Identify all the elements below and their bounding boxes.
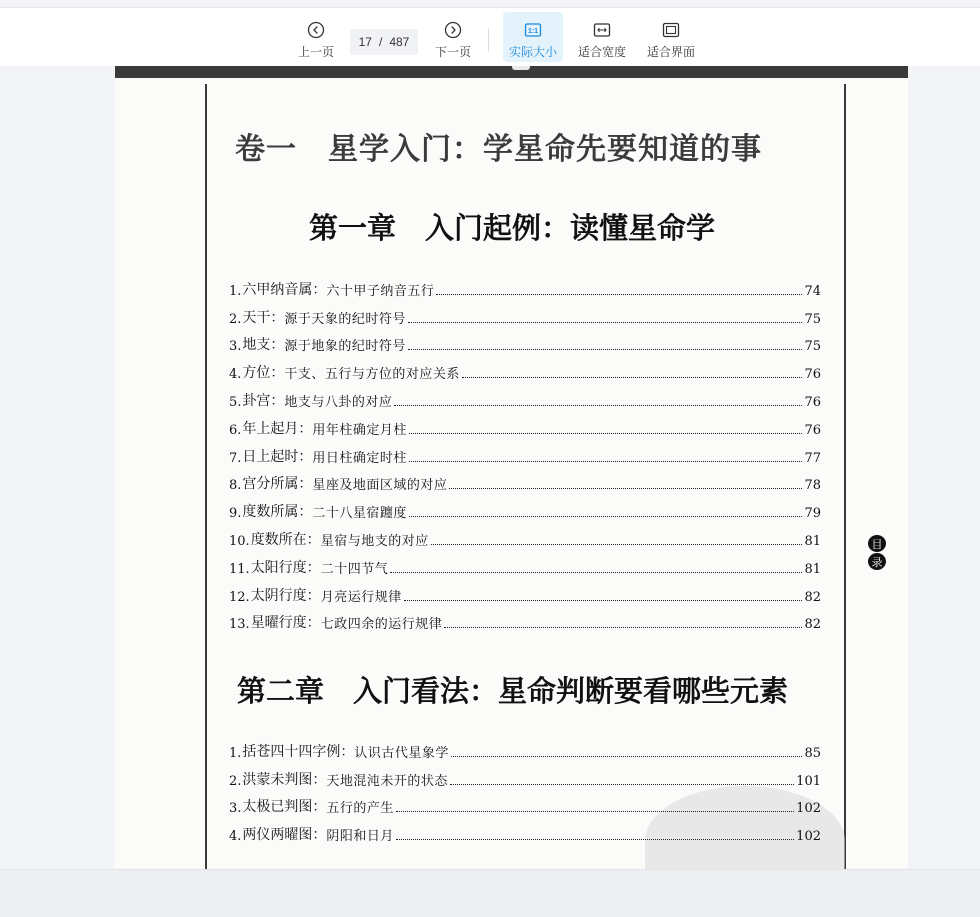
page-indicator[interactable] — [350, 29, 418, 55]
toc-entry[interactable] — [229, 382, 821, 410]
toc-entry-page: 101 — [796, 773, 821, 789]
toc-leader-dots — [396, 839, 794, 840]
toc-entry-subtitle: 阴阳和日月 — [326, 829, 394, 845]
window-top-strip — [0, 0, 980, 8]
volume-title: 卷一 星学入门：学星命先要知道的事 — [235, 132, 762, 167]
chevron-right-circle-icon — [444, 21, 462, 39]
toc-entry-subtitle: 认识古代星象学 — [354, 745, 449, 761]
toc-entry-number: 4. — [229, 829, 242, 845]
toc-entry-page: 74 — [804, 283, 821, 299]
toc-entry-heading: 太阳行度： — [250, 559, 321, 576]
actual-size-button[interactable] — [503, 12, 563, 62]
fit-width-button[interactable] — [574, 12, 630, 62]
toc-entry-subtitle: 源于地象的纪时符号 — [284, 339, 406, 355]
toc-entry[interactable] — [229, 605, 821, 633]
toc-entry-subtitle: 用日柱确定时柱 — [312, 450, 407, 466]
toc-entry[interactable] — [229, 549, 821, 577]
toc-entry-page: 82 — [804, 617, 821, 633]
toc-entry[interactable] — [229, 816, 821, 844]
toc-leader-dots — [390, 572, 802, 573]
current-page-number[interactable]: 17 — [358, 35, 372, 49]
toc-entry-page: 79 — [804, 506, 821, 522]
toc-entry-number: 9. — [229, 506, 242, 522]
toc-leader-dots — [462, 377, 803, 378]
toc-entry-number: 5. — [229, 394, 242, 410]
actual-size-label: 实际大小 — [508, 45, 557, 59]
toc-entry-heading: 地支： — [242, 337, 285, 354]
chapter2-title: 第二章 入门看法：星命判断要看哪些元素 — [237, 674, 789, 708]
toc-entry[interactable] — [229, 733, 821, 761]
toolbar-divider — [488, 28, 489, 52]
toc-entry[interactable] — [229, 271, 821, 299]
actual-size-icon — [524, 21, 542, 39]
page-separator: / — [378, 35, 383, 49]
prev-page-button[interactable] — [294, 12, 338, 62]
toc-entry-page: 75 — [804, 339, 821, 355]
toc-entry-heading: 太极已判图： — [242, 799, 327, 816]
toc-entry[interactable] — [229, 299, 821, 327]
toc-leader-dots — [431, 544, 803, 545]
toc-entry[interactable] — [229, 493, 821, 521]
toc-entry-heading: 宫分所属： — [242, 476, 313, 493]
fit-page-label: 适合界面 — [646, 45, 695, 59]
side-tab-char-1: 目 — [868, 535, 886, 552]
toc-entry-heading: 度数所属： — [242, 504, 313, 521]
toc-entry-page: 75 — [804, 311, 821, 327]
fit-width-label: 适合宽度 — [577, 45, 626, 59]
toc-entry[interactable] — [229, 410, 821, 438]
side-tab-char-2: 录 — [868, 553, 886, 570]
toc-entry-page: 82 — [804, 589, 821, 605]
toc-leader-dots — [451, 756, 803, 757]
page-left-rule — [205, 84, 207, 869]
chapter2-toc — [229, 733, 821, 844]
toc-leader-dots — [394, 405, 802, 406]
toc-entry-number: 11. — [229, 561, 250, 577]
toc-entry[interactable] — [229, 761, 821, 789]
toc-entry-number: 3. — [229, 801, 242, 817]
toc-entry-page: 102 — [796, 829, 821, 845]
toc-entry[interactable] — [229, 577, 821, 605]
page-right-rule — [844, 84, 846, 869]
toc-entry-number: 10. — [229, 533, 250, 549]
toc-entry-heading: 度数所在： — [250, 531, 321, 548]
toc-entry-heading: 洪蒙未判图： — [242, 771, 327, 788]
toc-entry-subtitle: 六十甲子纳音五行 — [326, 283, 435, 299]
toc-leader-dots — [450, 784, 794, 785]
toc-entry-heading: 星曜行度： — [250, 615, 321, 632]
chapter1-toc — [229, 271, 821, 632]
toc-entry[interactable] — [229, 466, 821, 494]
toc-entry-page: 76 — [804, 422, 821, 438]
toc-entry-heading: 方位： — [242, 365, 285, 382]
fit-width-icon — [593, 21, 611, 39]
chapter1-title: 第一章 入门起例：读懂星命学 — [309, 211, 716, 245]
toc-entry-number: 2. — [229, 311, 242, 327]
actual-size-icon-text: 1:1 — [527, 28, 539, 35]
toc-entry-heading: 两仪两曜图： — [242, 827, 327, 844]
document-viewport[interactable] — [0, 66, 980, 869]
next-page-label: 下一页 — [434, 45, 471, 59]
toc-entry-number: 1. — [229, 283, 242, 299]
toc-entry-subtitle: 天地混沌未开的状态 — [326, 773, 448, 789]
toc-entry-subtitle: 星宿与地支的对应 — [320, 533, 429, 549]
toc-entry-subtitle: 用年柱确定月柱 — [312, 422, 407, 438]
toc-entry-number: 2. — [229, 773, 242, 789]
toc-leader-dots — [444, 627, 802, 628]
toc-entry-number: 1. — [229, 745, 242, 761]
toc-leader-dots — [409, 461, 803, 462]
toc-entry-page: 102 — [796, 801, 821, 817]
fit-page-button[interactable] — [643, 12, 699, 62]
toc-entry[interactable] — [229, 327, 821, 355]
toc-entry-heading: 卦宫： — [242, 392, 285, 409]
toc-leader-dots — [449, 488, 802, 489]
toc-entry-page: 81 — [804, 533, 821, 549]
toc-entry-page: 81 — [804, 561, 821, 577]
toc-entry[interactable] — [229, 354, 821, 382]
toc-side-tab[interactable] — [867, 535, 887, 571]
toc-leader-dots — [404, 600, 803, 601]
fit-page-icon — [662, 21, 680, 39]
document-page — [115, 66, 908, 869]
toc-entry-subtitle: 五行的产生 — [326, 801, 394, 817]
toc-entry-number: 6. — [229, 422, 242, 438]
viewer-toolbar — [0, 8, 980, 66]
toc-entry-heading: 太阴行度： — [250, 587, 321, 604]
toc-entry-heading: 日上起时： — [242, 448, 313, 465]
page-scan-top-edge — [115, 66, 908, 78]
toc-entry-subtitle: 二十四节气 — [320, 561, 389, 577]
toc-entry[interactable] — [229, 438, 821, 466]
prev-page-label: 上一页 — [297, 45, 334, 59]
toc-entry-number: 4. — [229, 367, 242, 383]
toc-leader-dots — [409, 433, 803, 434]
toc-entry-subtitle: 源于天象的纪时符号 — [284, 311, 406, 327]
toc-entry-subtitle: 干支、五行与方位的对应关系 — [284, 367, 460, 383]
toc-entry-page: 85 — [804, 745, 821, 761]
toc-leader-dots — [409, 516, 803, 517]
toc-entry-heading: 年上起月： — [242, 420, 313, 437]
toc-entry-number: 3. — [229, 339, 242, 355]
toc-entry[interactable] — [229, 521, 821, 549]
toc-leader-dots — [408, 322, 803, 323]
toc-entry-heading: 括苍四十四字例： — [242, 743, 355, 760]
toc-entry-subtitle: 地支与八卦的对应 — [284, 394, 393, 410]
next-page-button[interactable] — [431, 12, 475, 62]
toc-entry-heading: 六甲纳音属： — [242, 281, 327, 298]
toc-entry-number: 8. — [229, 478, 242, 494]
toc-entry-subtitle: 月亮运行规律 — [320, 589, 402, 605]
viewer-bottom-bar — [0, 869, 980, 917]
toc-leader-dots — [408, 349, 803, 350]
toc-entry-page: 77 — [804, 450, 821, 466]
toc-entry-number: 12. — [229, 589, 250, 605]
toc-entry-heading: 天干： — [242, 309, 285, 326]
scroll-nub — [512, 66, 530, 70]
toc-entry-subtitle: 星座及地面区域的对应 — [312, 478, 448, 494]
toc-entry-number: 7. — [229, 450, 242, 466]
toc-entry-number: 13. — [229, 617, 250, 633]
toc-entry-subtitle: 二十八星宿躔度 — [312, 506, 407, 522]
toc-entry-page: 78 — [804, 478, 821, 494]
toc-entry-page: 76 — [804, 367, 821, 383]
toc-entry-page: 76 — [804, 394, 821, 410]
toc-entry[interactable] — [229, 789, 821, 817]
toc-entry-subtitle: 七政四余的运行规律 — [320, 617, 443, 633]
total-pages: 487 — [389, 35, 410, 49]
toc-leader-dots — [396, 811, 794, 812]
chevron-left-circle-icon — [307, 21, 325, 39]
toc-leader-dots — [436, 294, 802, 295]
